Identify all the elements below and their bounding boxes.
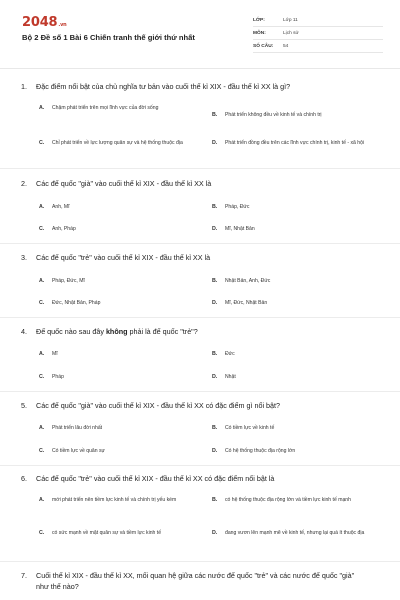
option-a[interactable] (39, 104, 177, 112)
option-letter: D. (212, 530, 218, 536)
question-7 (0, 570, 400, 592)
option-letter: B. (212, 278, 218, 284)
option-b[interactable] (212, 496, 390, 504)
meta-value-question-count: 54 (283, 43, 289, 49)
option-text: Pháp (52, 374, 64, 380)
question-number: 4. (21, 327, 27, 336)
option-letter: A. (39, 204, 45, 210)
question-divider (0, 391, 400, 392)
question-text: Cuối thế kỉ XIX - đầu thế kỉ XX, mối quan hệ giữa các nước đế quốc "trẻ" và các nước đế quốc "già" như thế nào? (36, 571, 355, 591)
question-3 (0, 252, 400, 263)
meta-row-class (253, 14, 383, 27)
question-4 (0, 326, 400, 337)
question-5 (0, 400, 400, 411)
question-divider (0, 243, 400, 244)
brand-name: 2048 (22, 15, 58, 30)
option-text: Đức (225, 351, 235, 357)
option-a[interactable] (39, 424, 187, 432)
option-letter: B. (212, 425, 218, 431)
option-text: Chậm phát triển trên mọi lĩnh vực của đời sống (52, 105, 159, 111)
question-number: 6. (21, 474, 27, 483)
question-text: Các đế quốc "già" vào cuối thế kỉ XIX - đầu thế kỉ XX có đặc điểm gì nổi bật? (36, 401, 281, 410)
option-text: Phát triển không đều về kinh tế và chính trị (225, 112, 322, 118)
option-d[interactable] (212, 299, 360, 307)
option-letter: D. (212, 374, 218, 380)
question-1 (0, 81, 400, 92)
question-text: Các đế quốc "trẻ" vào cuối thế kỉ XIX - đầu thế kỉ XX là (36, 253, 211, 262)
option-text: Mĩ, Nhật Bản (225, 226, 255, 232)
option-text: Nhật Bản, Anh, Đức (225, 278, 271, 284)
brand-suffix: .vn (58, 22, 67, 28)
option-letter: B. (212, 112, 218, 118)
option-letter: D. (212, 300, 218, 306)
option-text: Pháp, Đức (225, 204, 250, 210)
option-c[interactable] (39, 529, 187, 537)
question-number: 3. (21, 253, 27, 262)
option-d[interactable] (212, 447, 390, 455)
option-letter: C. (39, 530, 45, 536)
option-d[interactable] (212, 373, 360, 381)
document-meta (253, 14, 383, 53)
meta-row-question-count (253, 40, 383, 53)
question-divider (0, 317, 400, 318)
option-letter: C. (39, 226, 45, 232)
option-letter: A. (39, 351, 45, 357)
option-a[interactable] (39, 203, 187, 211)
question-6 (0, 473, 400, 484)
option-letter: C. (39, 140, 45, 146)
option-b[interactable] (212, 111, 390, 119)
option-letter: D. (212, 226, 218, 232)
option-letter: B. (212, 351, 218, 357)
option-text: Có tiềm lực về quân sự (52, 448, 105, 454)
header-divider (0, 68, 400, 69)
question-number: 2. (21, 179, 27, 188)
option-text: Có hệ thống thuộc địa rộng lớn (225, 448, 296, 454)
option-text: Phát triển lâu đời nhất (52, 425, 103, 431)
option-letter: D. (212, 448, 218, 454)
question-text-start: Đế quốc nào sau đây (36, 327, 106, 336)
option-a[interactable] (39, 496, 177, 504)
option-letter: C. (39, 448, 45, 454)
option-letter: C. (39, 374, 45, 380)
meta-value-class: Lớp 11 (283, 17, 298, 23)
question-text: Các đế quốc "trẻ" vào cuối thế kỉ XIX - đầu thế kỉ XX có đặc điểm nổi bật là (36, 474, 275, 483)
option-text: Mĩ, Đức, Nhật Bản (225, 300, 268, 306)
option-text: Chỉ phát triển về lực lượng quân sự và hệ thống thuộc địa (52, 140, 183, 146)
question-text (30, 326, 370, 337)
option-letter: C. (39, 300, 45, 306)
question-text: Đặc điểm nổi bật của chủ nghĩa tư bản vào cuối thế kỉ XIX - đầu thế kỉ XX là gì? (36, 82, 291, 91)
option-letter: A. (39, 425, 45, 431)
option-letter: D. (212, 140, 218, 146)
document-header (0, 0, 400, 64)
question-divider (0, 168, 400, 169)
meta-label-class: LỚP: (253, 17, 265, 23)
option-text: Nhật (225, 374, 236, 380)
option-text: có hệ thống thuộc địa rộng lớn và tiềm lực kinh tế mạnh (225, 497, 351, 503)
option-d[interactable] (212, 529, 390, 537)
meta-label-subject: MÔN: (253, 30, 266, 36)
option-text: đang vươn lên mạnh mẽ về kinh tế, nhưng lại quá ít thuộc địa (225, 530, 365, 536)
option-letter: A. (39, 497, 45, 503)
question-divider (0, 465, 400, 466)
question-number: 7. (21, 571, 27, 580)
option-c[interactable] (39, 225, 187, 233)
option-text: mới phát triển nên tiềm lực kinh tế và chính trị yếu kém (52, 497, 177, 503)
question-divider (0, 561, 400, 562)
question-number: 1. (21, 82, 27, 91)
option-text: Mĩ (52, 351, 58, 357)
option-text: Phát triển đồng đều trên các lĩnh vực chính trị, kinh tế - xã hội (225, 140, 365, 146)
option-b[interactable] (212, 424, 360, 432)
option-a[interactable] (39, 350, 187, 358)
question-text-emphasis: không (105, 327, 128, 336)
option-d[interactable] (212, 225, 360, 233)
option-c[interactable] (39, 139, 187, 147)
option-letter: A. (39, 278, 45, 284)
question-2 (0, 178, 400, 189)
meta-row-subject (253, 27, 383, 40)
option-c[interactable] (39, 373, 187, 381)
option-a[interactable] (39, 277, 187, 285)
option-letter: A. (39, 105, 45, 111)
question-text-end: phải là đế quốc "trẻ"? (127, 327, 198, 336)
document-title: Bộ 2 Đề số 1 Bài 6 Chiến tranh thế giới thứ nhất (22, 33, 195, 42)
option-d[interactable] (212, 139, 390, 147)
option-letter: B. (212, 204, 218, 210)
option-c[interactable] (39, 447, 187, 455)
option-text: Có tiềm lực về kinh tế (225, 425, 275, 431)
option-letter: B. (212, 497, 218, 503)
option-text: Pháp, Đức, Mĩ (52, 278, 85, 284)
option-b[interactable] (212, 203, 360, 211)
option-text: Anh, Pháp (52, 226, 76, 232)
option-c[interactable] (39, 299, 187, 307)
meta-label-question-count: SỐ CÂU: (253, 43, 274, 49)
option-text: Đức, Nhật Bản, Pháp (52, 300, 101, 306)
question-number: 5. (21, 401, 27, 410)
option-text: có sức mạnh về mặt quân sự và tiềm lực kinh tế (52, 530, 162, 536)
option-b[interactable] (212, 277, 360, 285)
option-text: Anh, Mĩ (52, 204, 70, 210)
meta-value-subject: Lịch sử (283, 30, 299, 36)
option-b[interactable] (212, 350, 360, 358)
question-text: Các đế quốc "già" vào cuối thế kỉ XIX - đầu thế kỉ XX là (36, 179, 212, 188)
brand-logo[interactable] (22, 15, 67, 30)
